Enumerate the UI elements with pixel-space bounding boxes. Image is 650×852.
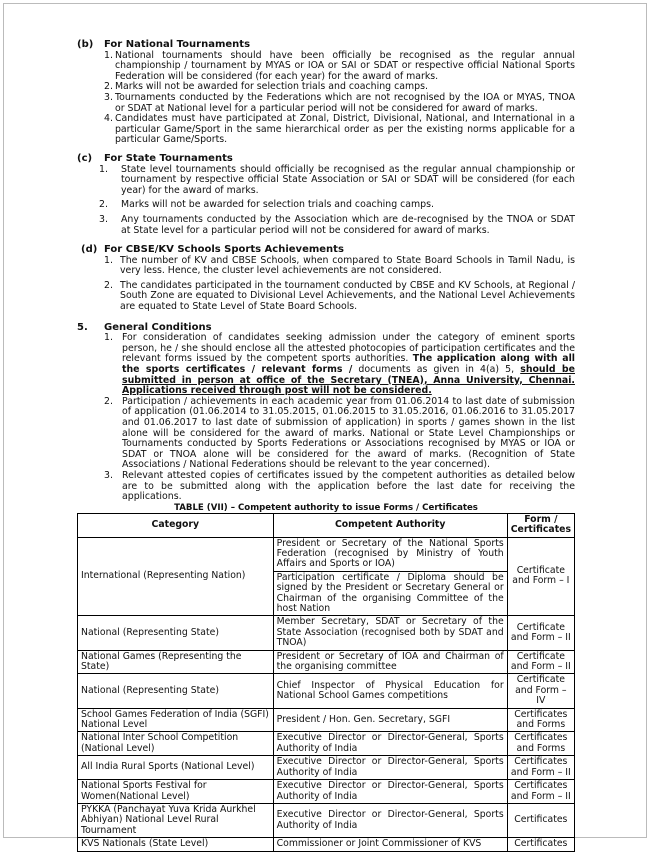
list-item: 1. For consideration of candidates seeking admission under the category of eminent sports person, he / she should enclose all the attested photocopies of participation certificates and the relevant forms issued by the competent sports authorities. The application along with all the sports certificates / relevant forms / documents as given in 4(a) 5, should be submitted in person at office of the Secretary (TNEA), Anna University, Chennai. Applications received through post will not be considered. <box>104 332 575 397</box>
category-cell: National (Representing State) <box>78 674 274 708</box>
form-cell: Certificates <box>507 803 574 837</box>
category-cell: National Inter School Competition (National Level) <box>78 732 274 756</box>
authority-cell: Executive Director or Director-General, Sports Authority of India <box>273 780 507 804</box>
category-cell: KVS Nationals (State Level) <box>78 838 274 851</box>
list-item: 3. Tournaments conducted by the Federations which are not recognised by the IOA or MYAS, TNOA or SDAT at National level for a particular period will not be considered for award of marks. <box>104 91 575 114</box>
table-row <box>78 732 575 756</box>
list-item: 3. Relevant attested copies of certificates issued by the competent authorities as detailed below are to be submitted along with the application before the last date for receiving the applications. <box>104 469 575 503</box>
section-d-title: For CBSE/KV Schools Sports Achievements <box>104 244 344 256</box>
authority-cell: Commissioner or Joint Commissioner of KVS <box>273 838 507 851</box>
section-b-heading <box>77 40 575 51</box>
section-5-title: General Conditions <box>104 321 212 333</box>
authority-cell: Participation certificate / Diploma should be signed by the President or Secretary General or Chairman of the organising Committee of the host Nation <box>273 571 507 616</box>
list-item: 2. Participation / achievements in each academic year from 01.06.2014 to last date of submission of application (01.06.2014 to 31.05.2015, 01.06.2015 to 31.05.2016, 01.06.2016 to 31.05.2017 and 01.06.2017 to last date of submission of application) in sports / games shown in the list alone will be considered for the award of marks. National or State Level Championships or Tournaments conducted by Sports Federations or Associations recognised by MYAS or IOA or SDAT or TNOA alone will be considered for the award of marks. (Recognition of State Associations / National Federations should be relevant to the year concerned). <box>104 395 575 471</box>
list-item: 2. Marks will not be awarded for selection trials and coaching camps. <box>99 199 434 211</box>
form-cell: Certificates and Forms <box>507 732 574 756</box>
list-item: 1. State level tournaments should officially be recognised as the regular annual championship or tournament by respective official State Association or SAI or SDAT will be considered (for each year) for the award of marks. <box>99 163 575 196</box>
list-item: 1. The number of KV and CBSE Schools, when compared to State Board Schools in Tamil Nadu, is very less. Hence, the cluster level achievements are not considered. <box>104 254 575 277</box>
table-row <box>78 803 575 837</box>
section-c-heading <box>77 154 575 165</box>
list-item: 4. Candidates must have participated at Zonal, District, Divisional, National, and International in a particular Game/Sport in the same hierarchical order as per the existing norms applicable for a particular Game/Sports. <box>104 113 575 146</box>
authority-cell: Executive Director or Director-General, Sports Authority of India <box>273 803 507 837</box>
form-cell: Certificates and Form – II <box>507 756 574 780</box>
form-cell: Certificates <box>507 838 574 851</box>
section-5-label: 5. <box>77 321 88 333</box>
table-row <box>78 708 575 732</box>
category-cell: School Games Federation of India (SGFI) National Level <box>78 708 274 732</box>
column-header: Competent Authority <box>273 513 507 537</box>
table-row <box>78 616 575 650</box>
section-c-title: For State Tournaments <box>104 152 233 164</box>
authority-cell: Executive Director or Director-General, Sports Authority of India <box>273 732 507 756</box>
table-header-row <box>78 513 575 537</box>
authority-cell: President / Hon. Gen. Secretary, SGFI <box>273 708 507 732</box>
column-header: Form / Certificates <box>507 513 574 537</box>
authority-cell: President or Secretary of IOA and Chairman of the organising committee <box>273 650 507 674</box>
category-cell: PYKKA (Panchayat Yuva Krida Aurkhel Abhiyan) National Level Rural Tournament <box>78 803 274 837</box>
list-item: 1. National tournaments should have been officially be recognised as the regular annual championship / tournament by MYAS or IOA or SAI or SDAT or respective official National Sports Federation will be considered (for each year) for the award of marks. <box>104 49 575 82</box>
form-cell: Certificates and Forms <box>507 708 574 732</box>
authority-cell: Executive Director or Director-General, Sports Authority of India <box>273 756 507 780</box>
authority-cell: Chief Inspector of Physical Education for National School Games competitions <box>273 674 507 708</box>
form-cell: Certificate and Form – II <box>507 616 574 650</box>
list-item: 2. Marks will not be awarded for selection trials and coaching camps. <box>104 81 428 93</box>
category-cell: National (Representing State) <box>78 616 274 650</box>
form-cell: Certificates and Form – II <box>507 780 574 804</box>
section-d-label: (d) <box>81 244 98 256</box>
document-page <box>77 40 575 852</box>
category-cell: International (Representing Nation) <box>78 537 274 616</box>
authority-table <box>77 513 575 852</box>
section-b-title: For National Tournaments <box>104 39 251 50</box>
table-row <box>78 674 575 708</box>
table-caption: TABLE (VII) – Competent authority to issue Forms / Certificates <box>174 502 478 513</box>
submission-instruction: should be submitted in person at office of the Secretary (TNEA), Anna University, Chennai. Applications received through post will not be considered. <box>122 364 575 397</box>
table-row <box>78 537 575 571</box>
list-item: 3. Any tournaments conducted by the Association which are de-recognised by the TNOA or SDAT at State level for a particular period will not be considered for award of marks. <box>99 213 575 236</box>
column-header: Category <box>78 513 274 537</box>
form-cell: Certificate and Form – II <box>507 650 574 674</box>
table-row <box>78 650 575 674</box>
table-row <box>78 838 575 851</box>
section-b-label: (b) <box>77 39 94 50</box>
form-cell: Certificate and Form – I <box>507 537 574 616</box>
section-c-label: (c) <box>77 152 93 164</box>
table-row <box>78 756 575 780</box>
category-cell: National Games (Representing the State) <box>78 650 274 674</box>
list-item: 2. The candidates participated in the tournament conducted by CBSE and KV Schools, at Regional / South Zone are equated to Divisional Level Achievements, and the National Level Achievements are equated to State Level of State Board Schools. <box>104 279 575 313</box>
category-cell: All India Rural Sports (National Level) <box>78 756 274 780</box>
authority-cell: Member Secretary, SDAT or Secretary of the State Association (recognised both by SDAT and TNOA) <box>273 616 507 650</box>
table-row <box>78 780 575 804</box>
authority-cell: President or Secretary of the National Sports Federation (recognised by Ministry of Youth Affairs and Sports or IOA) <box>273 537 507 571</box>
category-cell: National Sports Festival for Women(National Level) <box>78 780 274 804</box>
form-cell: Certificate and Form – IV <box>507 674 574 708</box>
